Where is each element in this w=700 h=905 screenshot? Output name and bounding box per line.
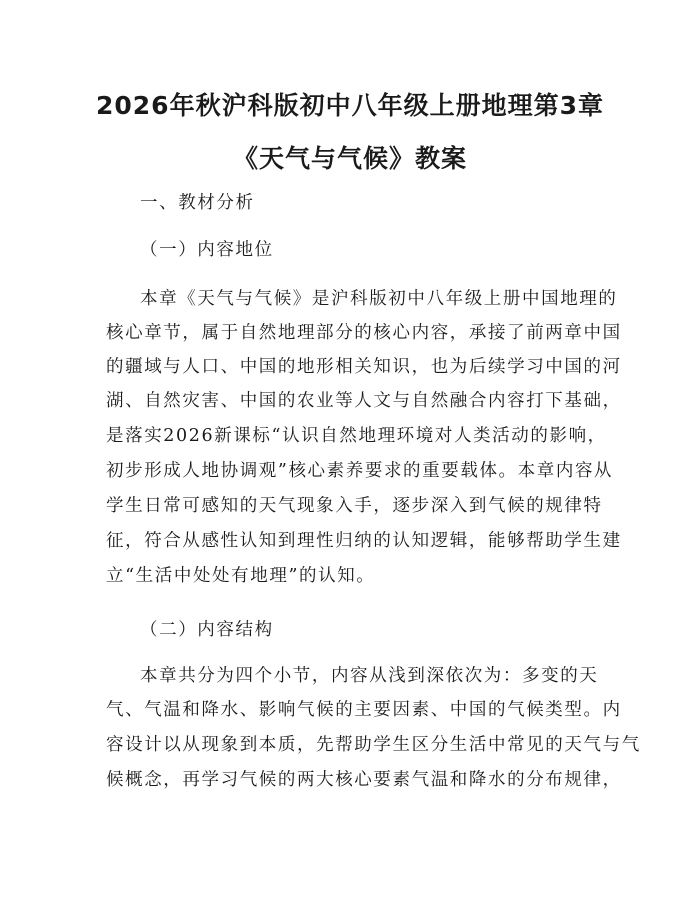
subsection-heading-content-structure: （二）内容结构 [140, 620, 274, 640]
paragraph-line: 气、气温和降水、影响气候的主要因素、中国的气候类型。内 [106, 700, 622, 720]
section-heading-teaching-material-analysis: 一、教材分析 [140, 193, 255, 213]
paragraph-line: 核心章节，属于自然地理部分的核心内容，承接了前两章中国 [106, 323, 622, 343]
document-title-line-2: 《天气与气候》教案 [232, 144, 467, 173]
paragraph-line: 的疆域与人口、中国的地形相关知识，也为后续学习中国的河 [106, 357, 622, 377]
paragraph-line: 本章《天气与气候》是沪科版初中八年级上册中国地理的 [140, 289, 618, 309]
paragraph-line: 初步形成人地协调观”核心素养要求的重要载体。本章内容从 [106, 461, 614, 481]
paragraph-line: 容设计以从现象到本质，先帮助学生区分生活中常见的天气与气 [106, 735, 641, 755]
document-title-line-1: 2026年秋沪科版初中八年级上册地理第3章 [96, 91, 604, 120]
subsection-heading-content-position: （一）内容地位 [140, 240, 274, 260]
paragraph-line: 学生日常可感知的天气现象入手，逐步深入到气候的规律特 [106, 496, 603, 516]
paragraph-line: 本章共分为四个小节，内容从浅到深依次为：多变的天 [140, 666, 599, 686]
paragraph-line: 湖、自然灾害、中国的农业等人文与自然融合内容打下基础， [106, 391, 622, 411]
paragraph-line: 立“生活中处处有地理”的认知。 [106, 566, 376, 586]
paragraph-line: 候概念，再学习气候的两大核心要素气温和降水的分布规律， [106, 770, 622, 790]
paragraph-line: 是落实2026新课标“认识自然地理环境对人类活动的影响， [106, 426, 607, 446]
paragraph-line: 征，符合从感性认知到理性归纳的认知逻辑，能够帮助学生建 [106, 531, 622, 551]
